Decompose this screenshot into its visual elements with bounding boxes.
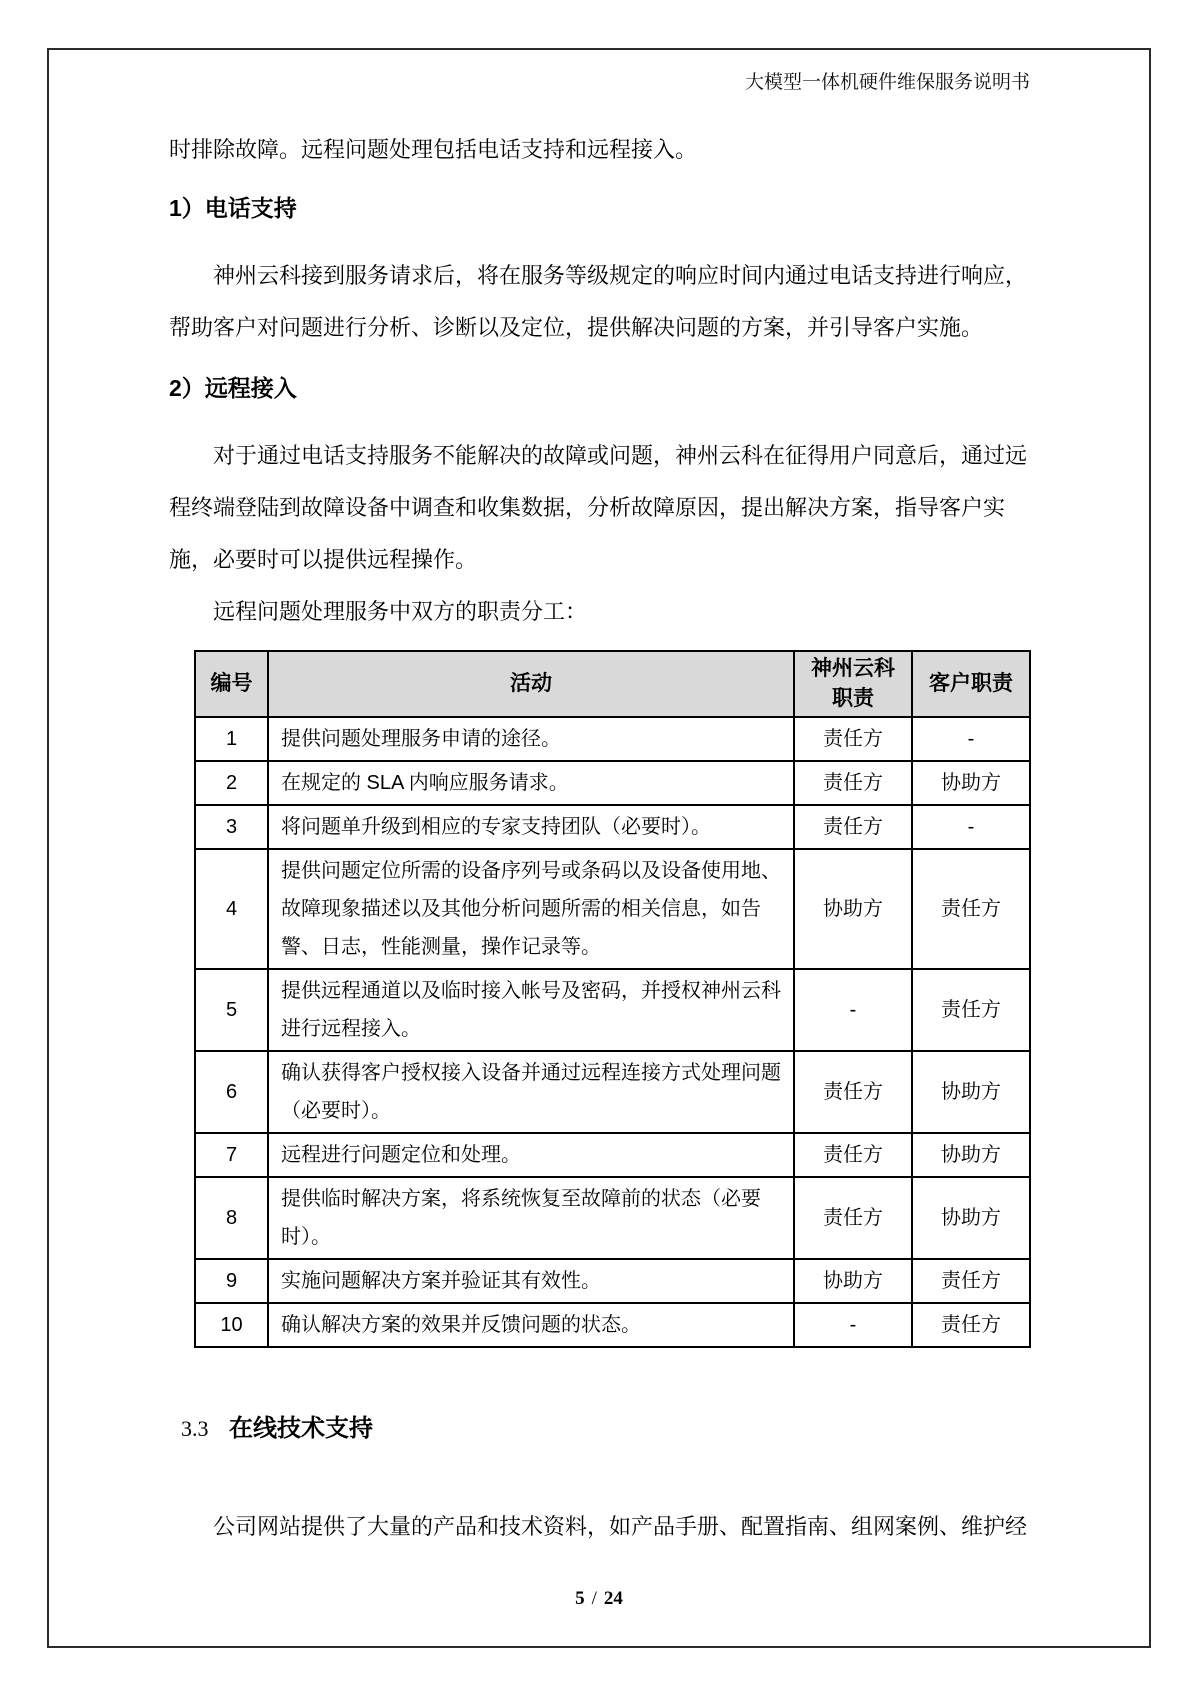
table-row	[195, 969, 1030, 1051]
responsibilities-table	[194, 650, 1031, 1348]
page-frame	[47, 48, 1151, 1648]
cell-number: 4	[195, 849, 268, 969]
page-footer	[49, 1588, 1149, 1610]
section-heading-online-support	[181, 1410, 1030, 1451]
header-cell-customer-responsibility: 客户职责	[912, 651, 1030, 717]
header-cell-number: 编号	[195, 651, 268, 717]
table-row	[195, 849, 1030, 969]
table-header-row	[195, 651, 1030, 717]
cell-activity: 确认获得客户授权接入设备并通过远程连接方式处理问题（必要时）。	[268, 1051, 794, 1133]
header-cell-vendor-responsibility: 神州云科职责	[794, 651, 912, 717]
cell-customer-responsibility: -	[912, 805, 1030, 849]
table-row	[195, 1259, 1030, 1303]
phone-support-paragraph: 神州云科接到服务请求后，将在服务等级规定的响应时间内通过电话支持进行响应，帮助客户对问题进行分析、诊断以及定位，提供解决问题的方案，并引导客户实施。	[169, 263, 1028, 340]
cell-vendor-responsibility: -	[794, 969, 912, 1051]
intro-paragraph: 时排除故障。远程问题处理包括电话支持和远程接入。	[169, 137, 698, 162]
cell-activity: 提供临时解决方案，将系统恢复至故障前的状态（必要时）。	[268, 1177, 794, 1259]
header-title: 大模型一体机硬件维保服务说明书	[744, 72, 1030, 93]
cell-activity: 在规定的 SLA 内响应服务请求。	[268, 761, 794, 805]
cell-number: 10	[195, 1303, 268, 1347]
table-row	[195, 1133, 1030, 1177]
cell-customer-responsibility: 协助方	[912, 1133, 1030, 1177]
remote-access-paragraph: 对于通过电话支持服务不能解决的故障或问题，神州云科在征得用户同意后，通过远程终端登陆到故障设备中调查和收集数据，分析故障原因，提出解决方案，指导客户实施，必要时可以提供远程操作。	[169, 443, 1028, 572]
cell-customer-responsibility: -	[912, 717, 1030, 761]
cell-vendor-responsibility: 责任方	[794, 761, 912, 805]
cell-number: 3	[195, 805, 268, 849]
cell-activity: 将问题单升级到相应的专家支持团队（必要时）。	[268, 805, 794, 849]
cell-vendor-responsibility: 协助方	[794, 1259, 912, 1303]
cell-number: 8	[195, 1177, 268, 1259]
cell-customer-responsibility: 责任方	[912, 849, 1030, 969]
cell-number: 1	[195, 717, 268, 761]
section-number: 3.3	[181, 1416, 209, 1441]
section-heading-phone-support: 1）电话支持	[169, 195, 297, 221]
cell-vendor-responsibility: 责任方	[794, 1177, 912, 1259]
cell-number: 6	[195, 1051, 268, 1133]
cell-customer-responsibility: 协助方	[912, 1177, 1030, 1259]
cell-activity: 远程进行问题定位和处理。	[268, 1133, 794, 1177]
table-row	[195, 761, 1030, 805]
cell-vendor-responsibility: 责任方	[794, 1133, 912, 1177]
section-heading-remote-access: 2）远程接入	[169, 375, 297, 401]
cell-activity: 提供远程通道以及临时接入帐号及密码，并授权神州云科进行远程接入。	[268, 969, 794, 1051]
cell-vendor-responsibility: -	[794, 1303, 912, 1347]
online-support-paragraph: 公司网站提供了大量的产品和技术资料，如产品手册、配置指南、组网案例、维护经	[213, 1514, 1028, 1539]
page-number-total: 24	[603, 1588, 623, 1609]
cell-customer-responsibility: 责任方	[912, 1303, 1030, 1347]
section-title: 在线技术支持	[228, 1415, 373, 1442]
table-lead-in-paragraph: 远程问题处理服务中双方的职责分工：	[213, 599, 588, 624]
cell-vendor-responsibility: 责任方	[794, 1051, 912, 1133]
table-row	[195, 1303, 1030, 1347]
cell-customer-responsibility: 责任方	[912, 1259, 1030, 1303]
cell-customer-responsibility: 协助方	[912, 1051, 1030, 1133]
cell-number: 9	[195, 1259, 268, 1303]
cell-customer-responsibility: 协助方	[912, 761, 1030, 805]
table-row	[195, 717, 1030, 761]
table-row	[195, 1051, 1030, 1133]
cell-activity: 实施问题解决方案并验证其有效性。	[268, 1259, 794, 1303]
cell-activity: 提供问题处理服务申请的途径。	[268, 717, 794, 761]
page-number-current: 5	[575, 1588, 585, 1609]
page-content	[49, 70, 1149, 1553]
cell-number: 7	[195, 1133, 268, 1177]
cell-activity: 提供问题定位所需的设备序列号或条码以及设备使用地、故障现象描述以及其他分析问题所需的相关信息，如告警、日志，性能测量，操作记录等。	[268, 849, 794, 969]
cell-customer-responsibility: 责任方	[912, 969, 1030, 1051]
page-number-separator: /	[591, 1588, 597, 1609]
cell-vendor-responsibility: 责任方	[794, 805, 912, 849]
cell-activity: 确认解决方案的效果并反馈问题的状态。	[268, 1303, 794, 1347]
document-header	[169, 70, 1030, 96]
table-row	[195, 805, 1030, 849]
cell-number: 5	[195, 969, 268, 1051]
header-cell-activity: 活动	[268, 651, 794, 717]
table-row	[195, 1177, 1030, 1259]
cell-number: 2	[195, 761, 268, 805]
cell-vendor-responsibility: 责任方	[794, 717, 912, 761]
cell-vendor-responsibility: 协助方	[794, 849, 912, 969]
